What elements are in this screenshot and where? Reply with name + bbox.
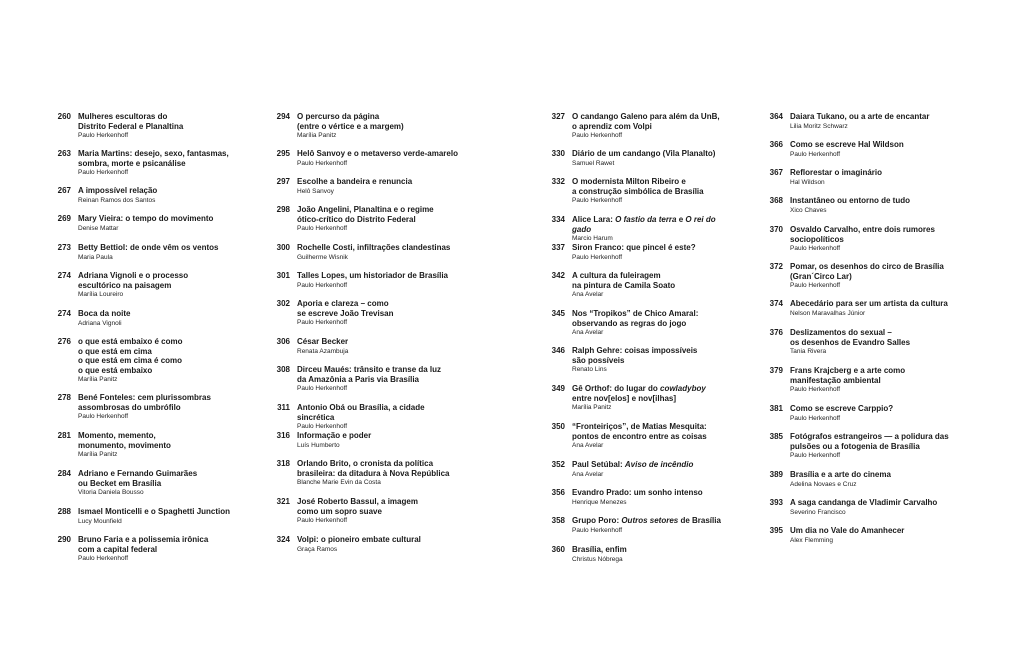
entry-author: Renato Lins bbox=[572, 366, 607, 373]
entry-title: José Roberto Bassul, a imagem como um sopro suave bbox=[297, 497, 418, 516]
page-number: 366 bbox=[769, 140, 783, 149]
toc-entry bbox=[545, 488, 735, 507]
entry-title: Rochelle Costi, infiltrações clandestinas bbox=[297, 243, 451, 252]
entry-title: Evandro Prado: um sonho intenso bbox=[572, 488, 703, 497]
entry-author: Adelina Novaes e Cruz bbox=[790, 480, 857, 488]
entry-title: Siron Franco: que pincel é este? bbox=[572, 243, 696, 252]
page-number: 318 bbox=[276, 459, 290, 468]
entry-author: Marcio Harum bbox=[572, 235, 613, 242]
page-number: 273 bbox=[57, 243, 71, 252]
entry-author: Samuel Rawet bbox=[572, 159, 615, 167]
toc-entry bbox=[270, 243, 460, 262]
page-number: 321 bbox=[276, 497, 290, 506]
page-number: 358 bbox=[551, 516, 565, 525]
page-number: 263 bbox=[57, 149, 71, 158]
entry-title: César Becker bbox=[297, 337, 349, 346]
page-number: 389 bbox=[769, 470, 783, 479]
entry-author: Blanche Marie Evin da Costa bbox=[297, 479, 381, 486]
page-number: 290 bbox=[57, 535, 71, 544]
entry-title: Fotógrafos estrangeiros — a polidura das pulsões ou a fotogenia de Brasília bbox=[790, 432, 949, 451]
toc-column-4 bbox=[763, 0, 953, 646]
entry-title: Frans Krajcberg e a arte como manifestação ambiental bbox=[790, 366, 906, 385]
entry-title: Pomar, os desenhos do circo de Brasília (Gran´Circo Lar) bbox=[790, 262, 944, 281]
toc-entry bbox=[763, 262, 953, 290]
entry-title: Grupo Poro: Outros setores de Brasília bbox=[572, 516, 721, 525]
entry-title: A saga candanga de Vladimir Carvalho bbox=[790, 498, 938, 507]
entry-author: Paulo Herkenhoff bbox=[297, 385, 348, 392]
toc-entry bbox=[763, 366, 953, 394]
entry-title: Talles Lopes, um historiador de Brasília bbox=[297, 271, 449, 280]
toc-column-2 bbox=[270, 0, 460, 646]
toc-entry bbox=[545, 309, 735, 337]
page-number: 276 bbox=[57, 337, 71, 346]
toc-entry bbox=[51, 112, 241, 140]
entry-author: Paulo Herkenhoff bbox=[297, 225, 348, 232]
page-number: 284 bbox=[57, 469, 71, 478]
entry-title: João Angelini, Planaltina e o regime ótico-crítico do Distrito Federal bbox=[297, 205, 434, 224]
toc-entry bbox=[270, 337, 460, 356]
toc-entry bbox=[51, 469, 241, 497]
entry-title: O candango Galeno para além da UnB, o aprendiz com Volpi bbox=[572, 112, 720, 131]
entry-author: Paulo Herkenhoff bbox=[790, 282, 841, 289]
entry-title: Osvaldo Carvalho, entre dois rumores sociopolíticos bbox=[790, 225, 935, 244]
page-number: 368 bbox=[769, 196, 783, 205]
page-number: 274 bbox=[57, 309, 71, 318]
page-number: 316 bbox=[276, 431, 290, 440]
page-number: 376 bbox=[769, 328, 783, 337]
toc-entry bbox=[545, 149, 735, 168]
entry-title: Reflorestar o imaginário bbox=[790, 168, 883, 177]
toc-entry bbox=[763, 196, 953, 215]
entry-author: Lucy Mounfield bbox=[78, 517, 122, 525]
page-number: 297 bbox=[276, 177, 290, 186]
toc-entry bbox=[763, 328, 953, 356]
entry-title: Betty Bettiol: de onde vêm os ventos bbox=[78, 243, 219, 252]
entry-author: Paulo Herkenhoff bbox=[790, 245, 841, 252]
entry-title: Antonio Obá ou Brasília, a cidade sincrética bbox=[297, 403, 425, 422]
entry-author: Luís Humberto bbox=[297, 441, 340, 449]
entry-author: Paulo Herkenhoff bbox=[297, 423, 348, 430]
toc-entry bbox=[545, 460, 735, 479]
toc-entry bbox=[51, 535, 241, 563]
entry-author: Paulo Herkenhoff bbox=[78, 169, 129, 176]
entry-title: Como se escreve Hal Wildson bbox=[790, 140, 904, 149]
page-number: 356 bbox=[551, 488, 565, 497]
page-number: 364 bbox=[769, 112, 783, 121]
entry-title: “Fronteiriços”, de Matias Mesquita: pontos de encontro entre as coisas bbox=[572, 422, 707, 441]
toc-entry bbox=[270, 403, 460, 431]
entry-author: Ana Avelar bbox=[572, 470, 604, 478]
toc-entry bbox=[545, 384, 735, 412]
page-number: 346 bbox=[551, 346, 565, 355]
page-number: 278 bbox=[57, 393, 71, 402]
entry-author: Guilherme Wisnik bbox=[297, 253, 348, 261]
toc-entry bbox=[51, 243, 241, 262]
toc-entry bbox=[545, 545, 735, 564]
entry-title: Deslizamentos do sexual – os desenhos de Evandro Salles bbox=[790, 328, 911, 347]
toc-entry bbox=[270, 459, 460, 487]
page-number: 260 bbox=[57, 112, 71, 121]
toc-entry bbox=[763, 112, 953, 131]
toc-entry bbox=[270, 149, 460, 168]
page-number: 337 bbox=[551, 243, 565, 252]
entry-title: O percurso da página (entre o vértice e a margem) bbox=[297, 112, 404, 131]
entry-author: Ana Avelar bbox=[572, 329, 604, 336]
entry-title: Brasília e a arte do cinema bbox=[790, 470, 891, 479]
entry-author: Hal Wildson bbox=[790, 178, 825, 186]
page-number: 269 bbox=[57, 214, 71, 223]
toc-entry bbox=[545, 177, 735, 205]
entry-author: Paulo Herkenhoff bbox=[78, 413, 129, 420]
entry-author: Christus Nóbrega bbox=[572, 555, 623, 563]
page-number: 334 bbox=[551, 215, 565, 224]
entry-author: Alex Flemming bbox=[790, 536, 833, 544]
toc-entry bbox=[51, 309, 241, 328]
page-number: 300 bbox=[276, 243, 290, 252]
entry-author: Renata Azambuja bbox=[297, 347, 349, 355]
entry-author: Paulo Herkenhoff bbox=[790, 452, 841, 459]
page-number: 267 bbox=[57, 186, 71, 195]
entry-title: Volpi: o pioneiro embate cultural bbox=[297, 535, 421, 544]
entry-title: Escolhe a bandeira e renuncia bbox=[297, 177, 413, 186]
page-number: 281 bbox=[57, 431, 71, 440]
page-number: 311 bbox=[277, 403, 290, 412]
page-number: 372 bbox=[769, 262, 783, 271]
entry-title: Nos “Tropikos” de Chico Amaral: observando as regras do jogo bbox=[572, 309, 699, 328]
page-number: 350 bbox=[551, 422, 565, 431]
toc-entry bbox=[545, 516, 735, 535]
entry-author: Helô Sanvoy bbox=[297, 187, 334, 195]
page-number: 308 bbox=[276, 365, 290, 374]
toc-entry bbox=[763, 299, 953, 318]
page-number: 395 bbox=[769, 526, 783, 535]
toc-entry bbox=[51, 149, 241, 177]
toc-entry bbox=[763, 498, 953, 517]
entry-author: Paulo Herkenhoff bbox=[790, 150, 841, 158]
entry-author: Paulo Herkenhoff bbox=[572, 197, 623, 204]
toc-entry bbox=[545, 346, 735, 374]
toc-entry bbox=[763, 404, 953, 423]
toc-entry bbox=[51, 271, 241, 299]
entry-author: Severino Francisco bbox=[790, 508, 846, 516]
toc-entry bbox=[51, 186, 241, 205]
entry-title: Informação e poder bbox=[297, 431, 372, 440]
entry-title: Bené Fonteles: cem plurissombras assombrosas do umbrófilo bbox=[78, 393, 211, 412]
entry-title: A cultura da fuleiragem na pintura de Camila Soato bbox=[572, 271, 676, 290]
entry-title: Mary Vieira: o tempo do movimento bbox=[78, 214, 214, 223]
entry-title: Momento, memento, monumento, movimento bbox=[78, 431, 171, 450]
entry-title: Daiara Tukano, ou a arte de encantar bbox=[790, 112, 930, 121]
toc-entry bbox=[545, 112, 735, 140]
entry-title: Brasília, enfim bbox=[572, 545, 627, 554]
toc-entry bbox=[763, 470, 953, 489]
page-number: 379 bbox=[769, 366, 783, 375]
page-number: 381 bbox=[769, 404, 783, 413]
entry-author: Marília Loureiro bbox=[78, 291, 124, 298]
page-number: 298 bbox=[276, 205, 290, 214]
page-number: 295 bbox=[276, 149, 290, 158]
entry-author: Paulo Herkenhoff bbox=[297, 517, 348, 524]
entry-title: Adriana Vignoli e o processo escultórico na paisagem bbox=[78, 271, 189, 290]
toc-entry bbox=[51, 431, 241, 459]
toc-entry bbox=[270, 431, 460, 450]
toc-entry bbox=[763, 432, 953, 460]
page-number: 385 bbox=[769, 432, 783, 441]
toc-entry bbox=[270, 497, 460, 525]
entry-author: Paulo Herkenhoff bbox=[790, 414, 841, 422]
entry-title: Helô Sanvoy e o metaverso verde-amarelo bbox=[297, 149, 458, 158]
entry-author: Paulo Herkenhoff bbox=[297, 319, 348, 326]
entry-title: A impossível relação bbox=[78, 186, 158, 195]
entry-author: Reinan Ramos dos Santos bbox=[78, 196, 156, 204]
toc-entry bbox=[270, 205, 460, 233]
toc-entry bbox=[270, 112, 460, 140]
entry-title: O modernista Milton Ribeiro e a construção simbólica de Brasília bbox=[572, 177, 704, 196]
toc-entry bbox=[763, 140, 953, 159]
toc-entry bbox=[270, 271, 460, 290]
entry-title: Boca da noite bbox=[78, 309, 131, 318]
entry-title: Um dia no Vale do Amanhecer bbox=[790, 526, 905, 535]
toc-entry bbox=[51, 214, 241, 233]
entry-author: Tania Rivera bbox=[790, 348, 827, 355]
entry-title: Mulheres escultoras do Distrito Federal e Planaltina bbox=[78, 112, 184, 131]
entry-author: Graça Ramos bbox=[297, 545, 338, 553]
page-number: 360 bbox=[551, 545, 565, 554]
page-number: 332 bbox=[551, 177, 565, 186]
page-number: 306 bbox=[276, 337, 290, 346]
toc-entry bbox=[51, 393, 241, 421]
toc-entry bbox=[270, 365, 460, 393]
page-number: 367 bbox=[769, 168, 783, 177]
page-number: 374 bbox=[769, 299, 783, 308]
toc-entry bbox=[51, 507, 241, 526]
entry-author: Paulo Herkenhoff bbox=[297, 281, 348, 289]
page-number: 349 bbox=[551, 384, 565, 393]
entry-author: Marília Panitz bbox=[572, 404, 612, 411]
entry-author: Marília Panitz bbox=[78, 451, 118, 458]
toc-entry bbox=[545, 271, 735, 299]
page-number: 330 bbox=[551, 149, 565, 158]
entry-author: Paulo Herkenhoff bbox=[572, 253, 623, 261]
entry-author: Paulo Herkenhoff bbox=[572, 132, 623, 139]
entry-author: Marília Panitz bbox=[78, 376, 118, 383]
entry-author: Ana Avelar bbox=[572, 291, 604, 298]
page-number: 302 bbox=[276, 299, 290, 308]
entry-title: Orlando Brito, o cronista da política brasileira: da ditadura à Nova República bbox=[297, 459, 450, 478]
entry-author: Nelson Maravalhas Júnior bbox=[790, 309, 866, 317]
entry-author: Vitoria Daniela Bousso bbox=[78, 489, 144, 496]
toc-entry bbox=[763, 225, 953, 253]
toc-entry bbox=[545, 243, 735, 262]
page-number: 370 bbox=[769, 225, 783, 234]
page-number: 294 bbox=[276, 112, 290, 121]
page-number: 393 bbox=[769, 498, 783, 507]
page-number: 324 bbox=[276, 535, 290, 544]
entry-author: Paulo Herkenhoff bbox=[78, 132, 129, 139]
page-number: 301 bbox=[276, 271, 290, 280]
entry-author: Paulo Herkenhoff bbox=[572, 526, 623, 534]
toc-entry bbox=[270, 535, 460, 554]
entry-author: Marília Panitz bbox=[297, 132, 337, 139]
entry-title: Instantâneo ou entorno de tudo bbox=[790, 196, 910, 205]
entry-title: Abecedário para ser um artista da cultura bbox=[790, 299, 948, 308]
entry-author: Lilia Moritz Schwarz bbox=[790, 122, 848, 130]
entry-title: Ralph Gehre: coisas impossíveis são possíveis bbox=[572, 346, 698, 365]
toc-column-1 bbox=[51, 0, 241, 646]
entry-author: Adriana Vignoli bbox=[78, 319, 122, 327]
toc-entry bbox=[763, 526, 953, 545]
entry-author: Paulo Herkenhoff bbox=[790, 386, 841, 393]
entry-author: Maria Paula bbox=[78, 253, 113, 261]
entry-title: Como se escreve Carppio? bbox=[790, 404, 894, 413]
entry-author: Ana Avelar bbox=[572, 442, 604, 449]
page-number: 327 bbox=[551, 112, 565, 121]
toc-entry bbox=[545, 215, 735, 243]
toc-column-3 bbox=[545, 0, 735, 646]
toc-entry bbox=[51, 337, 241, 384]
page-number: 288 bbox=[57, 507, 71, 516]
entry-author: Paulo Herkenhoff bbox=[78, 555, 129, 562]
entry-title: Diário de um candango (Vila Planalto) bbox=[572, 149, 716, 158]
toc-entry bbox=[270, 177, 460, 196]
entry-title: o que está embaixo é como o que está em cima o que está em cima é como o que está embaixo bbox=[78, 337, 183, 375]
entry-author: Xico Chaves bbox=[790, 206, 827, 214]
entry-title: Ismael Monticelli e o Spaghetti Junction bbox=[78, 507, 231, 516]
entry-title: Dirceu Maués: trânsito e transe da luz da Amazônia a Paris via Brasília bbox=[297, 365, 442, 384]
toc-entry bbox=[270, 299, 460, 327]
page-number: 345 bbox=[551, 309, 565, 318]
entry-title: Maria Martins: desejo, sexo, fantasmas, sombra, morte e psicanálise bbox=[78, 149, 229, 168]
page-number: 342 bbox=[551, 271, 565, 280]
entry-title: Paul Setúbal: Aviso de incêndio bbox=[572, 460, 694, 469]
entry-title: Adriano e Fernando Guimarães ou Becket em Brasília bbox=[78, 469, 198, 488]
entry-title: Bruno Faria e a polissemia irônica com a capital federal bbox=[78, 535, 209, 554]
page-number: 352 bbox=[551, 460, 565, 469]
entry-title: Gê Orthof: do lugar do cowladyboy entre nov[elos] e nov[ilhas] bbox=[572, 384, 706, 403]
entry-author: Denise Mattar bbox=[78, 224, 119, 232]
entry-author: Henrique Menezes bbox=[572, 498, 627, 506]
entry-title: Aporia e clareza – como se escreve João Trevisan bbox=[297, 299, 394, 318]
toc-entry bbox=[545, 422, 735, 450]
entry-title: Alice Lara: O fastio da terra e O rei do gado bbox=[572, 215, 716, 234]
page-number: 274 bbox=[57, 271, 71, 280]
toc-entry bbox=[763, 168, 953, 187]
entry-author: Paulo Herkenhoff bbox=[297, 159, 348, 167]
